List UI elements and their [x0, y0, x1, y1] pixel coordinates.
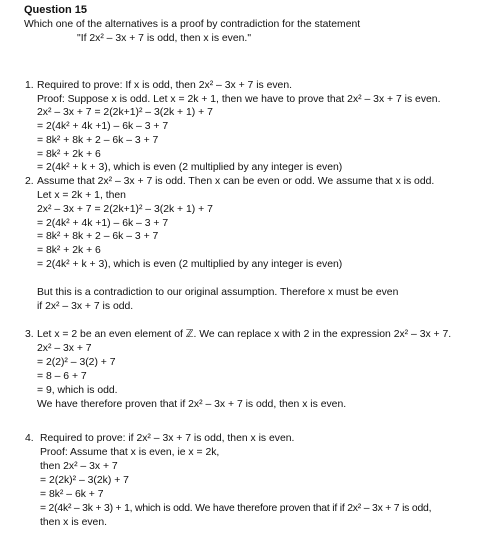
option-line: Let x = 2k + 1, then [37, 190, 126, 201]
option-line: = 2(4k² + 4k +1) – 6k – 3 + 7 [37, 121, 169, 132]
option-line: We have therefore proven that if 2x² – 3x + 7 is odd, then x is even. [37, 399, 347, 410]
option-line: = 2(4k² + k + 3), which is even (2 multiplied by any integer is even) [37, 259, 343, 270]
option-number: 1. [25, 80, 34, 91]
option-line: = 8k² + 2k + 6 [37, 149, 101, 160]
option-line: = 8k² + 8k + 2 – 6k – 3 + 7 [37, 231, 159, 242]
option-number: 3. [25, 329, 34, 340]
option-line: then x is even. [40, 517, 108, 528]
option-line: 2x² – 3x + 7 = 2(2k+1)² – 3(2k + 1) + 7 [37, 204, 213, 215]
option-line: = 8k² + 2k + 6 [37, 245, 101, 256]
option-line: = 9, which is odd. [37, 385, 118, 396]
option-line: = 8k² + 8k + 2 – 6k – 3 + 7 [37, 135, 159, 146]
option-line: Required to prove: if 2x² – 3x + 7 is odd, then x is even. [40, 433, 295, 444]
option-line: But this is a contradiction to our original assumption. Therefore x must be even [37, 287, 399, 298]
option-line: = 2(4k² + 4k +1) – 6k – 3 + 7 [37, 218, 169, 229]
option-line: = 2(2k)² – 3(2k) + 7 [40, 475, 129, 486]
option-line: Proof: Suppose x is odd. Let x = 2k + 1, then we have to prove that 2x² – 3x + 7 is even. [37, 94, 441, 105]
option-line: = 2(4k² + k + 3), which is even (2 multiplied by any integer is even) [37, 162, 343, 173]
option-line: = 8 – 6 + 7 [37, 371, 87, 382]
option-line: = 8k² – 6k + 7 [40, 489, 104, 500]
question-statement: "If 2x² – 3x + 7 is odd, then x is even." [77, 33, 252, 44]
option-line: if 2x² – 3x + 7 is odd. [37, 301, 134, 312]
option-line: = 2(4k² – 3k + 3) + 1, which is odd. We have therefore proven that if if 2x² – 3x + 7 is odd, [40, 503, 432, 514]
option-line: Let x = 2 be an even element of ℤ. We can replace x with 2 in the expression 2x² – 3x + 7. [37, 329, 452, 340]
option-line: Assume that 2x² – 3x + 7 is odd. Then x can be even or odd. We assume that x is odd. [37, 176, 435, 187]
option-line: Proof: Assume that x is even, ie x = 2k, [40, 447, 220, 458]
question-prompt: Which one of the alternatives is a proof by contradiction for the statement [24, 19, 361, 30]
option-number: 2. [25, 176, 34, 187]
option-number: 4. [25, 433, 34, 444]
option-line: 2x² – 3x + 7 [37, 343, 92, 354]
option-line: Required to prove: If x is odd, then 2x² – 3x + 7 is even. [37, 80, 293, 91]
question-title: Question 15 [24, 4, 87, 16]
option-line: 2x² – 3x + 7 = 2(2k+1)² – 3(2k + 1) + 7 [37, 107, 213, 118]
option-line: = 2(2)² – 3(2) + 7 [37, 357, 116, 368]
option-line: then 2x² – 3x + 7 [40, 461, 118, 472]
